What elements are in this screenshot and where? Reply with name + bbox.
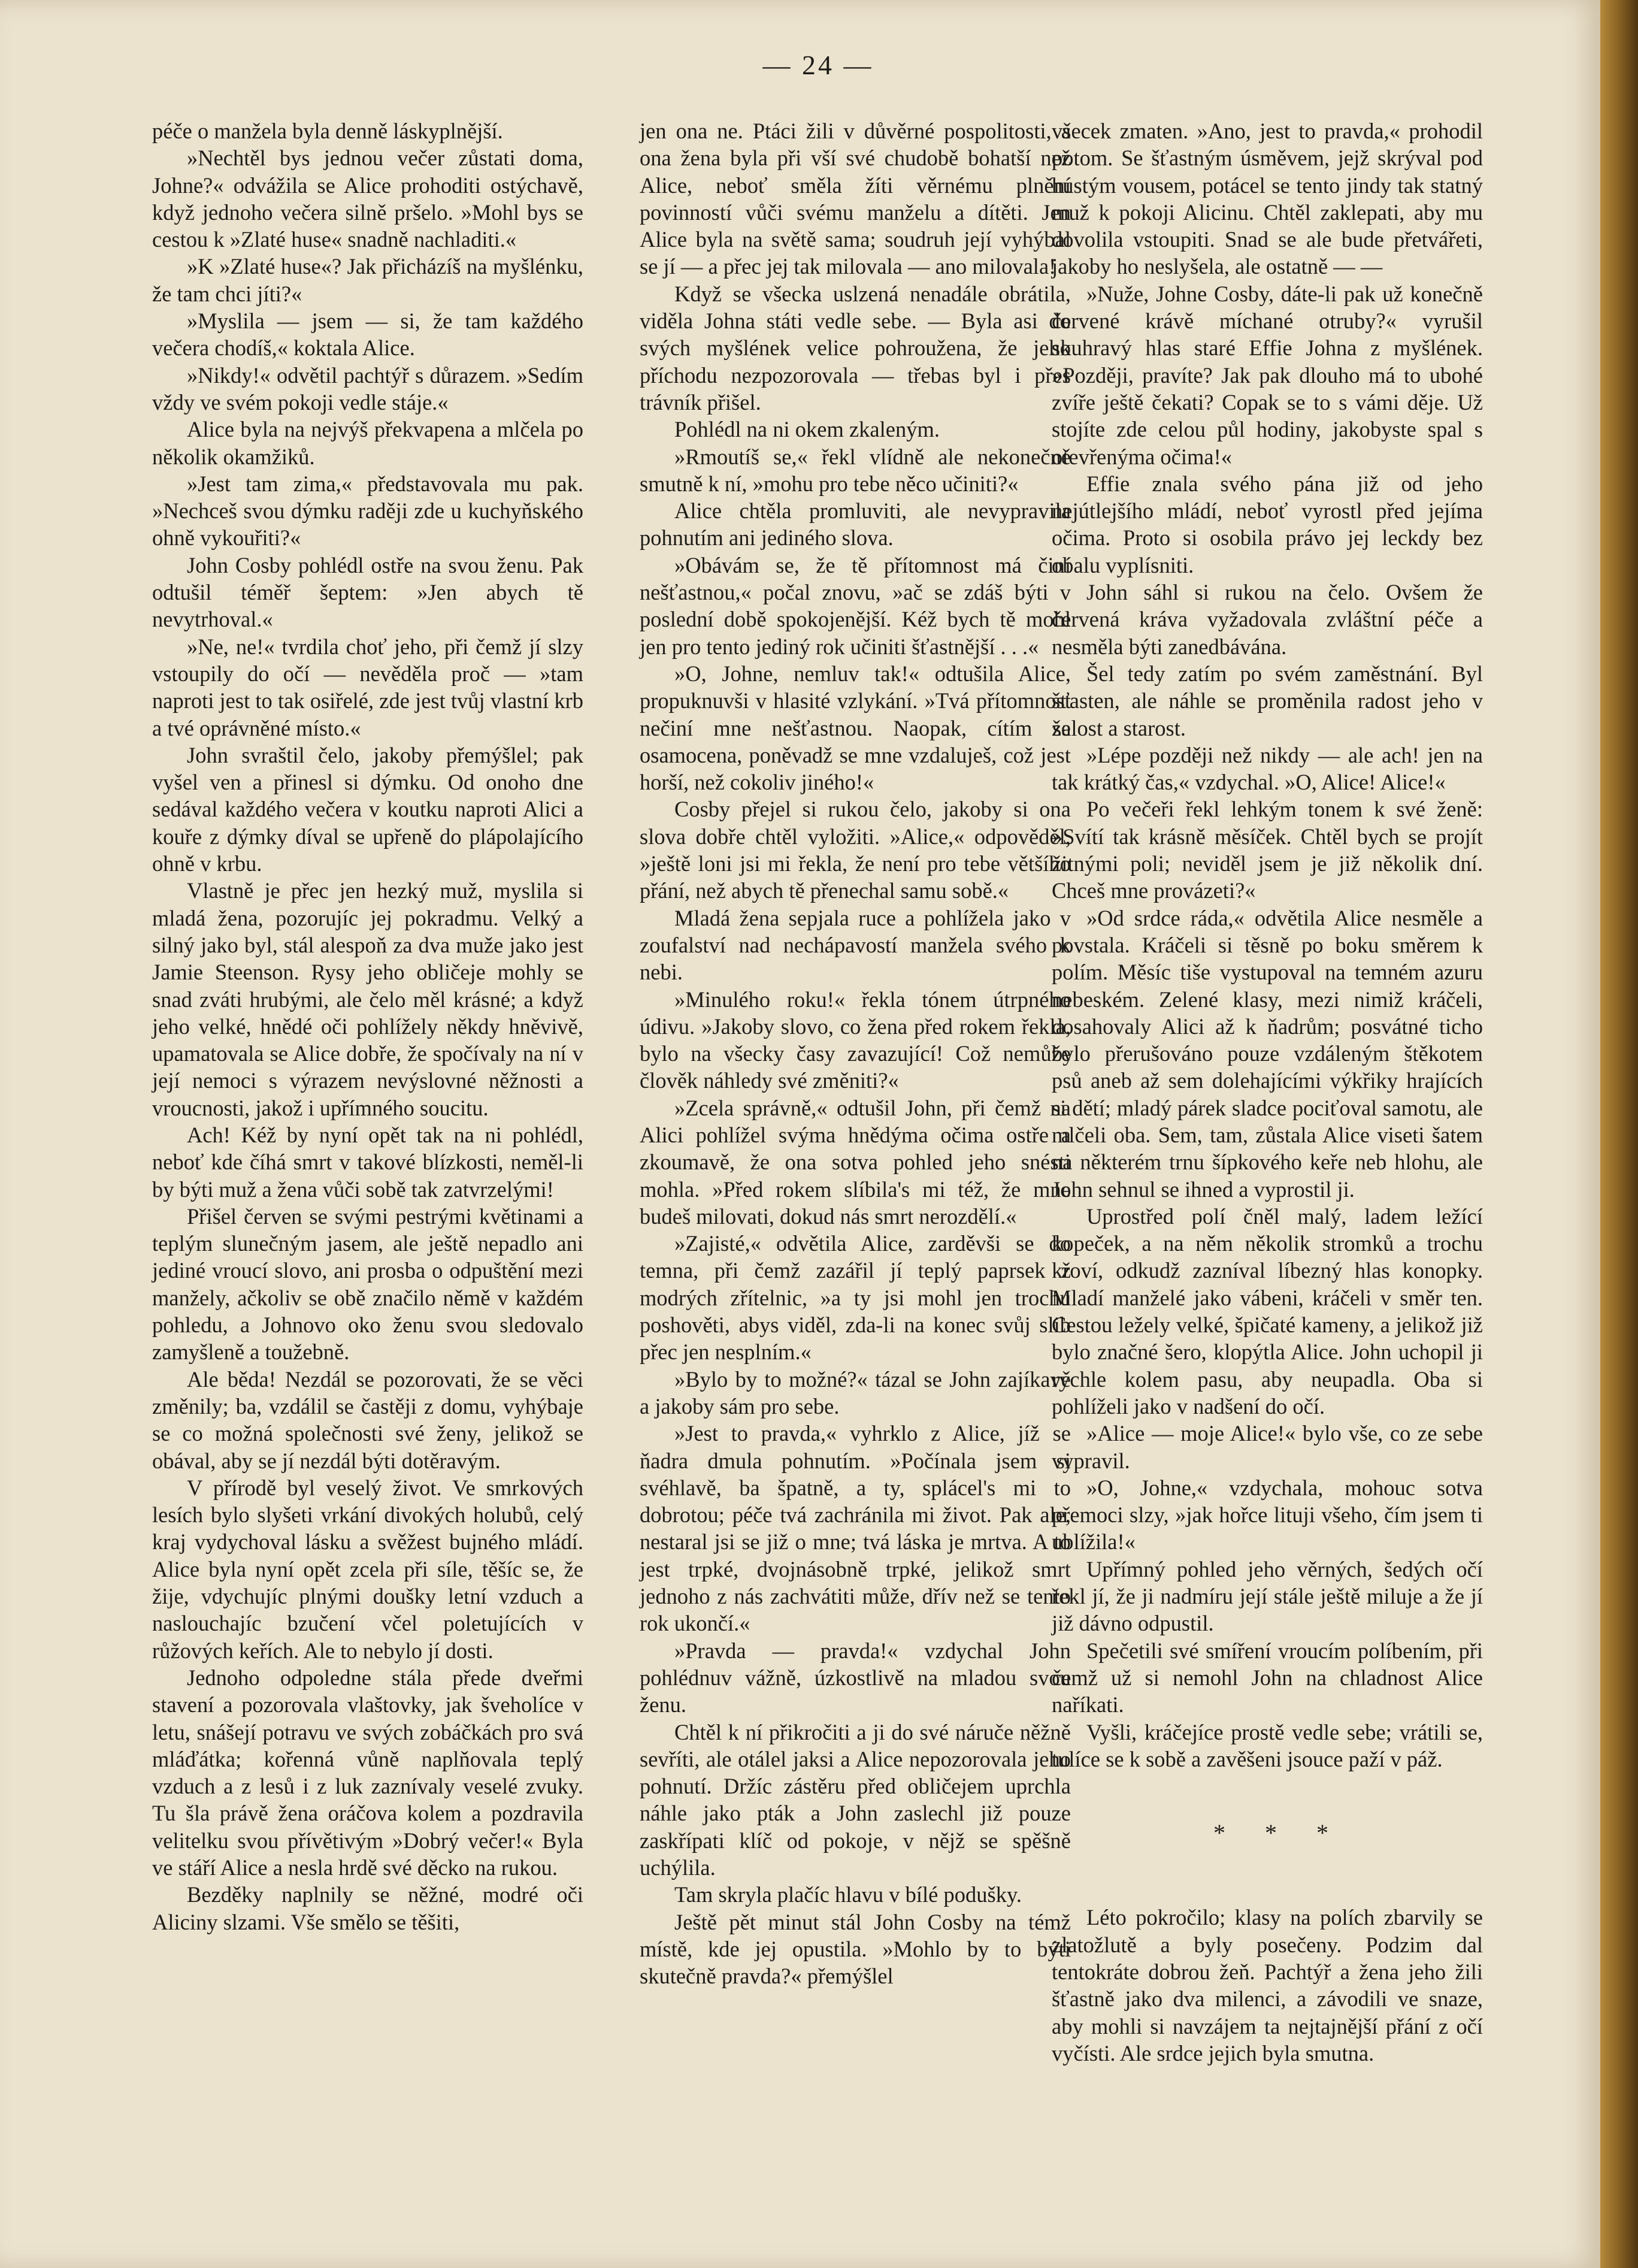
- page-number: — 24 —: [762, 50, 874, 80]
- book-spine-edge: [1600, 0, 1638, 2268]
- paragraph: »K »Zlaté huse«? Jak přicházíš na myšlénku, že tam chci jíti?«: [152, 254, 583, 306]
- paragraph: Alice chtěla promluviti, ale nevypravila pohnutím ani jediného slova.: [640, 498, 1071, 551]
- paragraph: Ach! Kéž by nyní opět tak na ni pohlédl, neboť kde číhá smrt v takové blízkosti, neměl-li by býti muž a žena vůči sobě tak zatvrzelými!: [152, 1122, 583, 1202]
- paragraph: »Jest tam zima,« představovala mu pak. »Nechceš svou dýmku raději zde u kuchyňského ohně vykouřiti?«: [152, 471, 583, 551]
- text-column-2: [640, 117, 1071, 1989]
- paragraph: Effie znala svého pána již od jeho nejútlejšího mládí, neboť vyrostl před jejíma očima. Proto si osobila právo jej leckdy bez obalu vyplísniti.: [1052, 471, 1483, 577]
- paragraph: Uprostřed polí čněl malý, ladem ležící kopeček, a na něm několik stromků a trochu křoví, odkudž zazníval líbezný hlas konopky. Mladí manželé jako vábeni, kráčeli v směr ten. Cestou ležely velké, špičaté kameny, a jelikož již bylo značné šero, klopýtla Alice. John uchopil ji rychle kolem pasu, aby neupadla. Oba si pohlíželi jako v nadšení do očí.: [1052, 1203, 1483, 1419]
- paragraph: Chtěl k ní přikročiti a ji do své náruče něžně sevříti, ale otálel jaksi a Alice nepozorovala jeho pohnutí. Držíc zástěru před obličejem uprchla náhle jako pták a John zaslechl již pouze zaskřípati klíč od pokoje, v nějž se spěšně uchýlila.: [640, 1719, 1071, 1880]
- paragraph: »Jest to pravda,« vyhrklo z Alice, jíž se ňadra dmula pohnutím. »Počínala jsem si svéhlavě, ba špatně, a ty, splácel's mi to dobrotou; péče tvá zachránila mi život. Pak ale, nestaral jsi se již o mne; tvá láska je mrtva. A to jest trpké, dvojnásobně trpké, jelikož smrt jednoho z nás zachvátiti může, dřív než se tento rok ukončí.«: [640, 1421, 1071, 1636]
- paragraph: »Bylo by to možné?« tázal se John zajíkavě a jakoby sám pro sebe.: [640, 1366, 1071, 1419]
- paragraph: Když se všecka uslzená nenadále obrátila, viděla Johna státi vedle sebe. — Byla asi do svých myšlének velice pohroužena, že jeho příchodu nezpozorovala — třebas byl i přes trávník přišel.: [640, 281, 1071, 415]
- paragraph: »Myslila — jsem — si, že tam každého večera chodíš,« koktala Alice.: [152, 309, 583, 361]
- paragraph: Tam skryla plačíc hlavu v bílé podušky.: [674, 1882, 1022, 1907]
- paragraph: Vyšli, kráčejíce prostě vedle sebe; vrátili se, tulíce se k sobě a zavěšeni jsouce paží v páž.: [1052, 1719, 1483, 1771]
- section-separator: * * *: [1213, 1819, 1345, 1847]
- paragraph: péče o manžela byla denně láskyplnější.: [152, 119, 503, 143]
- paragraph: »Ne, ne!« tvrdila choť jeho, při čemž jí slzy vstoupily do očí — nevěděla proč — »tam naproti jest to tak osiřelé, zde jest tvůj vlastní krb a tvé oprávněné místo.«: [152, 634, 583, 740]
- paragraph: všecek zmaten. »Ano, jest to pravda,« prohodil potom. Se šťastným úsměvem, jejž skrýval pod hustým vousem, potácel se tento jindy tak statný muž k pokoji Alicinu. Chtěl zaklepati, aby mu dovolila vstoupiti. Snad se ale bude přetvářeti, jakoby ho neslyšela, ale ostatně — —: [1052, 119, 1483, 279]
- paragraph: »Zcela správně,« odtušil John, při čemž na Alici pohlížel svýma hnědýma očima ostře a zkoumavě, že ona sotva pohled jeho snésti mohla. »Před rokem slíbila's mi též, že mne budeš milovati, dokud nás smrt nerozdělí.«: [640, 1095, 1071, 1229]
- paragraph: »O, Johne, nemluv tak!« odtušila Alice, propuknuvši v hlasité vzlykání. »Tvá přítomnost nečiní mne nešťastnou. Naopak, cítím se osamocena, poněvadž se mne vzdaluješ, což jest horší, než cokoliv jiného!«: [640, 661, 1071, 795]
- paragraph: »Zajisté,« odvětila Alice, zarděvši se do temna, při čemž zazářil jí teplý paprsek z modrých zřítelnic, »a ty jsi mohl jen trochu poshověti, abys viděl, zda-li na konec svůj slib přec jen nesplním.«: [640, 1231, 1071, 1365]
- paragraph: »Lépe později než nikdy — ale ach! jen na tak krátký čas,« vzdychal. »O, Alice! Alice!«: [1052, 742, 1483, 795]
- paragraph: Alice byla na nejvýš překvapena a mlčela po několik okamžiků.: [152, 417, 583, 469]
- paragraph: Vlastně je přec jen hezký muž, myslila si mladá žena, pozorujíc jej pokradmu. Velký a silný jako byl, stál alespoň za dva muže jako jest Jamie Steenson. Rysy jeho obličeje mohly se snad zváti hrubými, ale čelo měl krásné; a když jeho velké, hnědé oči pohlížely někdy hněvivě, upamatovala se Alice dobře, že spočívaly na ní v její nemoci s výrazem nevýslovné něžnosti a vroucnosti, jakož i upřímného soucitu.: [152, 878, 583, 1120]
- paragraph: Spečetili své smíření vroucím políbením, při čemž už si nemohl John na chladnost Alice naříkati.: [1052, 1638, 1483, 1717]
- paragraph: Šel tedy zatím po svém zaměstnání. Byl šťasten, ale náhle se proměnila radost jeho v žalost a starost.: [1052, 661, 1483, 740]
- paragraph: »O, Johne,« vzdychala, mohouc sotva přemoci slzy, »jak hořce lituji všeho, čím jsem ti ublížila!«: [1052, 1475, 1483, 1555]
- paragraph: Ale běda! Nezdál se pozorovati, že se věci změnily; ba, vzdálil se častěji z domu, vyhýbaje se co možná společnosti své ženy, jelikož se obával, aby se jí nezdál býti dotěravým.: [152, 1366, 583, 1473]
- paragraph: Bezděky naplnily se něžné, modré oči Aliciny slzami. Vše smělo se těšiti,: [152, 1882, 583, 1934]
- paragraph: jen ona ne. Ptáci žili v důvěrné pospolitosti, a ona žena byla při vší své chudobě bohatší než Alice, neboť směla žíti věrnému plnění povinností vůči svému manželu a dítěti. Jen Alice byla na světě sama; soudruh její vyhýbal se jí — a přec jej tak milovala — ano milovala!: [640, 119, 1071, 279]
- paragraph: »Obávám se, že tě přítomnost má činí nešťastnou,« počal znovu, »ač se zdáš býti v poslední době spokojenější. Kéž bych tě mohl jen pro tento jediný rok učiniti šťastnější . . .«: [640, 552, 1071, 659]
- paragraph: Upřímný pohled jeho věrných, šedých očí řekl jí, že ji nadmíru její stále ještě miluje a že jí již dávno odpustil.: [1052, 1556, 1483, 1636]
- paragraph: Cosby přejel si rukou čelo, jakoby si ona slova dobře chtěl vyložiti. »Alice,« odpověděl, »ještě loni jsi mi řekla, že není pro tebe většího přání, než abych tě přenechal samu sobě.«: [640, 797, 1071, 903]
- paragraph: John Cosby pohlédl ostře na svou ženu. Pak odtušil téměř šeptem: »Jen abych tě nevytrhoval.«: [152, 552, 583, 632]
- paragraph: Pohlédl na ni okem zkaleným.: [674, 417, 940, 442]
- paragraph: Po večeři řekl lehkým tonem k své ženě: »Svítí tak krásně měsíček. Chtěl bych se projít žitnými poli; neviděl jsem je již několik dní. Chceš mne provázeti?«: [1052, 797, 1483, 903]
- text-column-3: [1052, 117, 1483, 2067]
- paragraph: »Nechtěl bys jednou večer zůstati doma, Johne?« odvážila se Alice prohoditi ostýchavě, když jednoho večera silně pršelo. »Mohl bys se cestou k »Zlaté huse« snadně nachladiti.«: [152, 146, 583, 252]
- paragraph: Ještě pět minut stál John Cosby na témž místě, kde jej opustila. »Mohlo by to býti skutečně pravda?« přemýšlel: [640, 1909, 1071, 1989]
- paragraph: Přišel červen se svými pestrými květinami a teplým slunečným jasem, ale ještě nepadlo ani jediné vroucí slovo, ani prosba o odpuštění mezi manžely, ačkoliv se obě značilo němě v každém pohledu, a Johnovo oko ženu svou sledovalo zamyšleně a toužebně.: [152, 1203, 583, 1365]
- paragraph: »Alice — moje Alice!« bylo vše, co ze sebe vypravil.: [1052, 1421, 1483, 1473]
- paragraph: John sáhl si rukou na čelo. Ovšem že červená kráva vyžadovala zvláštní péče a nesměla býti zanedbávána.: [1052, 580, 1483, 659]
- paragraph: John svraštil čelo, jakoby přemýšlel; pak vyšel ven a přinesl si dýmku. Od onoho dne sedával každého večera v koutku naproti Alici a kouře z dýmky díval se upřeně do plápolajícího ohně v krbu.: [152, 742, 583, 876]
- paragraph: V přírodě byl veselý život. Ve smrkových lesích bylo slyšeti vrkání divokých holubů, celý kraj vydychoval lásku a svěžest bujného mládí. Alice byla nyní opět zcela při síle, těšíc se, že žije, vdychujíc plnými doušky letní vzduch a naslouchajíc bzučení včel poletujících v růžových keřích. Ale to nebylo jí dosti.: [152, 1475, 583, 1663]
- paragraph: »Minulého roku!« řekla tónem útrpného údivu. »Jakoby slovo, co žena před rokem řekla, bylo na všecky časy zavazující! Což nemůže člověk náhledy své změniti?«: [640, 987, 1071, 1093]
- text-column-1: [152, 117, 583, 1936]
- paragraph: »Pravda — pravda!« vzdychal John pohlédnuv vážně, úzkostlivě na mladou svou ženu.: [640, 1638, 1071, 1717]
- paragraph: »Od srdce ráda,« odvětila Alice nesměle a povstala. Kráčeli si těsně po boku směrem k polím. Měsíc tiše vystupoval na temném azuru nebeském. Zelené klasy, mezi nimiž kráčeli, dosahovaly Alici až k ňadrům; posvátné ticho bylo přerušováno pouze vzdáleným štěkotem psů aneb až sem dolehajícími výkřiky hrajících si dětí; mladý párek sladce pociťoval samotu, ale mlčeli oba. Sem, tam, zůstala Alice viseti šatem na některém trnu šípkového keře neb hlohu, ale John sehnul se ihned a vyprostil ji.: [1052, 905, 1483, 1202]
- paragraph: Mladá žena sepjala ruce a pohlížela jako v zoufalství nad nechápavostí manžela svého k nebi.: [640, 905, 1071, 985]
- paragraph: Léto pokročilo; klasy na polích zbarvily se zlatožlutě a byly posečeny. Podzim dal tentokráte dobrou žeň. Pachtýř a žena jeho žili šťastně jako dva milenci, a závodili ve snaze, aby mohli si navzájem ta nejtajnější přání z očí vyčísti. Ale srdce jejich byla smutna.: [1052, 1905, 1483, 2066]
- paragraph: »Nikdy!« odvětil pachtýř s důrazem. »Sedím vždy ve svém pokoji vedle stáje.«: [152, 362, 583, 415]
- paragraph: »Nuže, Johne Cosby, dáte-li pak už konečně červené krávě míchané otruby?« vyrušil skuhravý hlas staré Effie Johna z myšlének. »Později, pravíte? Jak pak dlouho má to ubohé zvíře ještě čekati? Copak se to s vámi děje. Už stojíte zde celou půl hodiny, jakobyste spal s otevřenýma očima!«: [1052, 281, 1483, 469]
- paragraph: »Rmoutíš se,« řekl vlídně ale nekonečně smutně k ní, »mohu pro tebe něco učiniti?«: [640, 444, 1071, 496]
- paragraph: Jednoho odpoledne stála přede dveřmi stavení a pozorovala vlaštovky, jak šveholíce v letu, snášejí potravu ve svých zobáčkách pro svá mláďátka; kořenná vůně naplňovala teplý vzduch a z lesů i z luk zaznívaly veselé zvuky. Tu šla právě žena oráčova kolem a pozdravila velitelku svou přívětivým »Dobrý večer!« Byla ve stáří Alice a nesla hrdě své děcko na rukou.: [152, 1665, 583, 1880]
